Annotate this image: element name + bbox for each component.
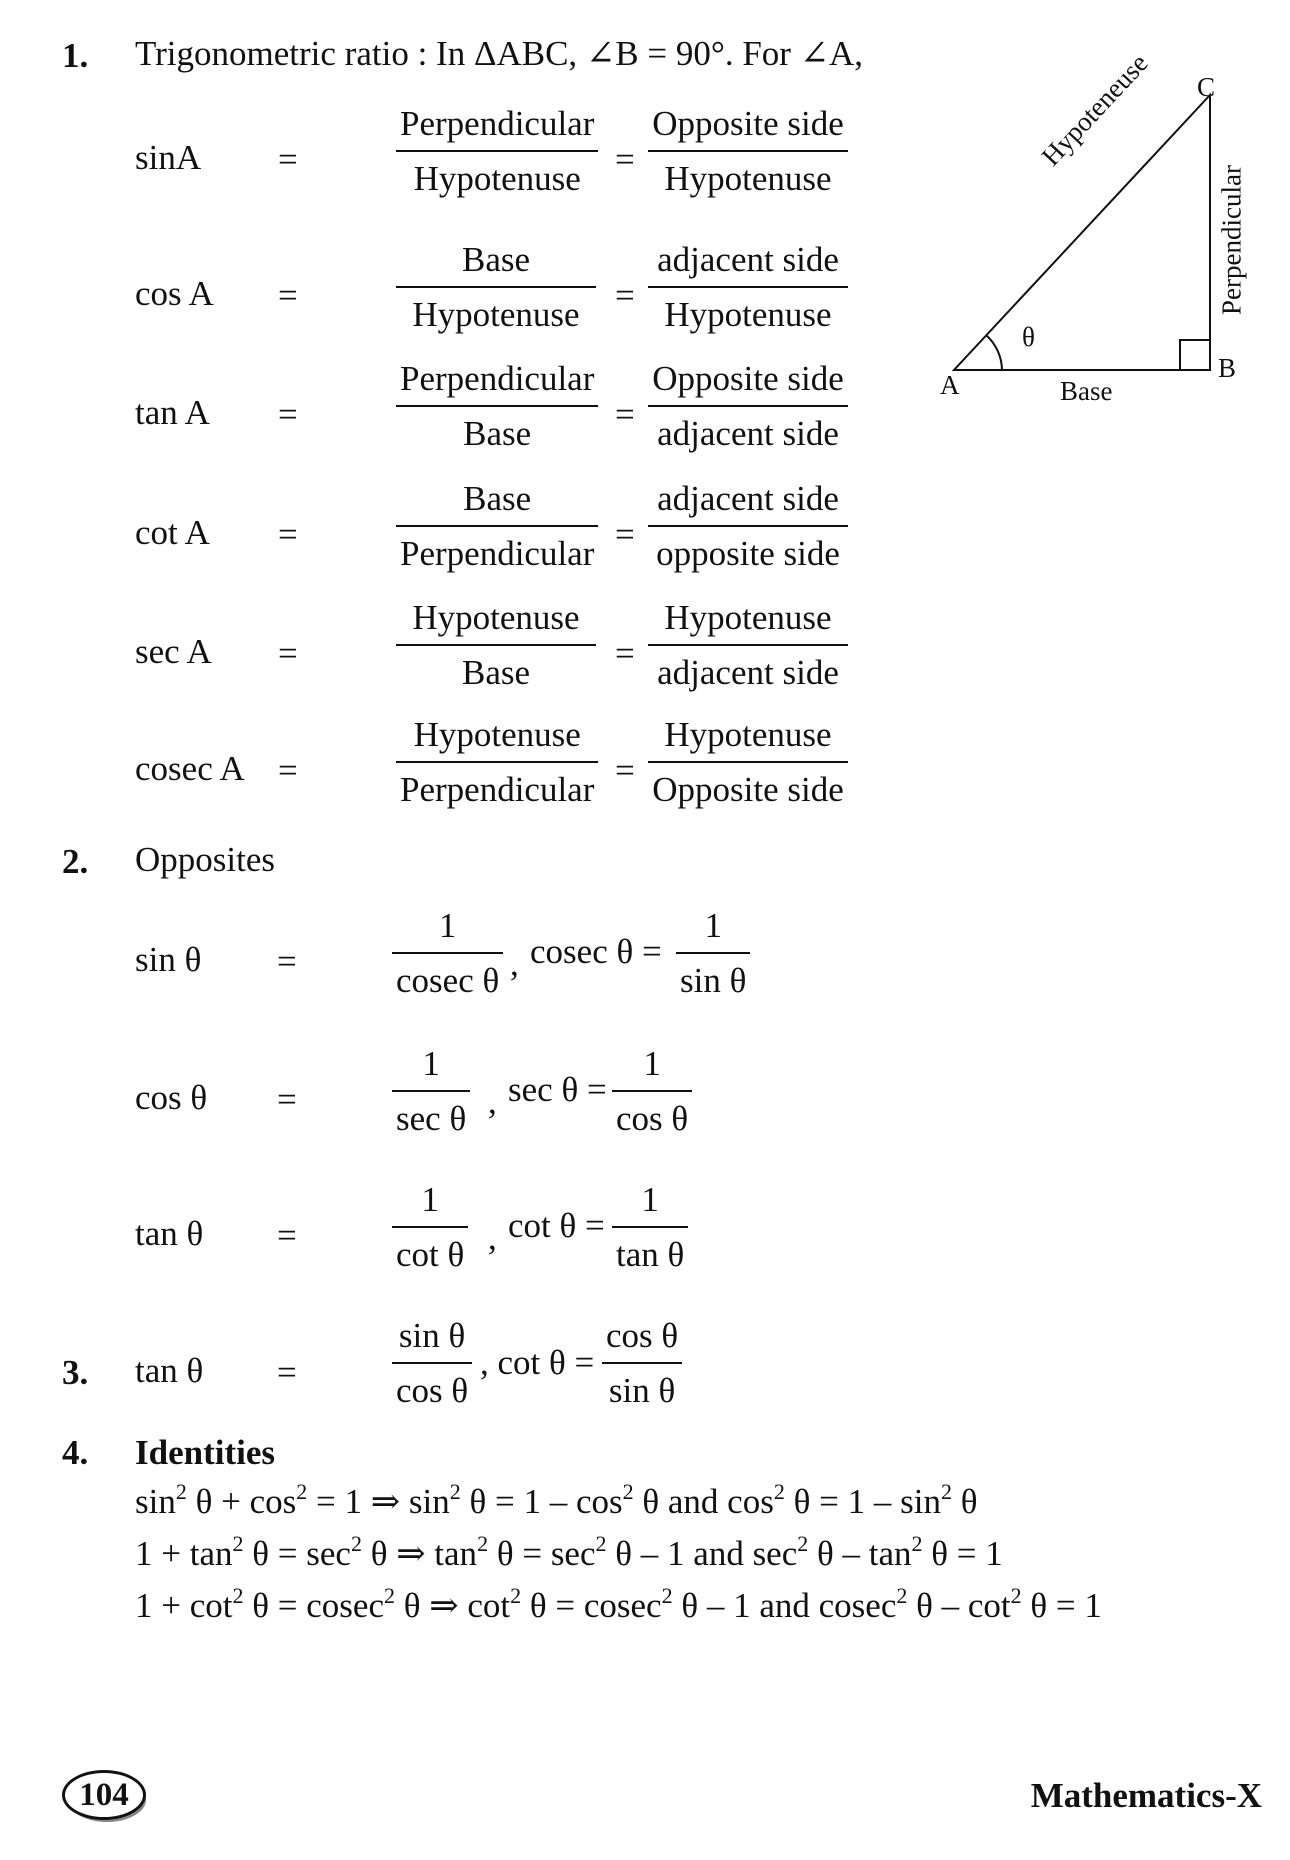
fraction-numerator: Base: [463, 479, 532, 518]
ratio-equals: =: [278, 634, 298, 673]
fraction-denominator: adjacent side: [657, 653, 839, 692]
section-3-number: 3.: [62, 1353, 89, 1392]
fraction-bar: [602, 1362, 682, 1364]
identity-text: θ and cos: [633, 1482, 774, 1521]
fraction-bar: [648, 150, 848, 152]
fraction-numerator: 1: [704, 906, 722, 945]
ratio-equals: =: [278, 395, 298, 434]
section-2-heading: Opposites: [135, 840, 275, 879]
ratio-label: tan A: [135, 393, 210, 432]
fraction-bar: [396, 761, 598, 763]
fraction-numerator: 1: [643, 1044, 661, 1083]
base-label: Base: [1060, 376, 1113, 406]
fraction-bar: [648, 761, 848, 763]
fraction-bar: [396, 150, 598, 152]
exponent: 2: [661, 1583, 673, 1608]
fraction-numerator: Perpendicular: [400, 359, 595, 398]
fraction-numerator: adjacent side: [657, 479, 839, 518]
exponent: 2: [940, 1479, 952, 1504]
ratio-equals-2: =: [615, 515, 635, 554]
fraction-numerator: Base: [461, 240, 531, 279]
ratio-equals: =: [278, 751, 298, 790]
vertex-b-label: B: [1218, 353, 1237, 383]
fraction-numerator: Opposite side: [652, 104, 844, 143]
exponent: 2: [175, 1479, 187, 1504]
section-3-middle: , cot θ =: [480, 1343, 595, 1382]
fraction-numerator: 1: [438, 906, 457, 945]
fraction-bar: [396, 286, 596, 288]
section-3-fraction-1: [392, 1318, 472, 1408]
ratio-equals: =: [278, 515, 298, 554]
fraction-bar: [648, 286, 848, 288]
exponent: 2: [622, 1479, 634, 1504]
exponent: 2: [595, 1531, 607, 1556]
ratio-fraction-1: [396, 717, 598, 807]
exponent: 2: [773, 1479, 785, 1504]
fraction-numerator: adjacent side: [657, 240, 839, 279]
fraction-denominator: Hypotenuse: [664, 159, 832, 198]
fraction-numerator: Hypotenuse: [664, 598, 832, 637]
section-3-label: tan θ: [135, 1351, 204, 1390]
ratio-fraction-2: [648, 106, 848, 196]
ratio-fraction-1: [396, 242, 596, 332]
opposite-equals: =: [277, 1216, 297, 1255]
fraction-bar: [612, 1226, 688, 1228]
ratio-label: cosec A: [135, 749, 245, 788]
ratio-equals: =: [278, 140, 298, 179]
identity-text: θ + cos: [186, 1482, 297, 1521]
fraction-bar: [392, 952, 503, 954]
exponent: 2: [510, 1583, 522, 1608]
vertex-a-label: A: [940, 370, 960, 400]
fraction-bar: [396, 405, 598, 407]
fraction-denominator: sin θ: [608, 1371, 676, 1410]
exponent: 2: [296, 1479, 308, 1504]
fraction-denominator: adjacent side: [657, 414, 839, 453]
fraction-denominator: sec θ: [396, 1099, 467, 1138]
fraction-denominator: cos θ: [616, 1099, 689, 1138]
identity-line-2: [135, 1531, 1003, 1573]
right-angle-mark: [1180, 340, 1210, 370]
opposite-label: sin θ: [135, 940, 202, 979]
opposite-comma: ,: [488, 1082, 497, 1121]
ratio-fraction-1: [396, 361, 598, 451]
hypotenuse-label: Hypoteneuse: [1035, 47, 1154, 172]
opposite-comma: ,: [510, 944, 519, 983]
identity-text: θ = cosec: [521, 1586, 662, 1625]
identity-text: = 1 ⇒ sin: [307, 1482, 450, 1521]
fraction-numerator: Opposite side: [652, 359, 844, 398]
ratio-equals-2: =: [615, 634, 635, 673]
fraction-denominator: Hypotenuse: [413, 159, 581, 198]
footer-title: Mathematics-X: [1030, 1776, 1262, 1815]
exponent: 2: [232, 1583, 244, 1608]
fraction-denominator: opposite side: [656, 534, 840, 573]
exponent: 2: [477, 1531, 489, 1556]
fraction-bar: [648, 644, 848, 646]
fraction-bar: [392, 1362, 472, 1364]
fraction-denominator: Base: [461, 653, 531, 692]
page-number-badge: [62, 1770, 146, 1818]
fraction-numerator: Hypotenuse: [664, 715, 832, 754]
exponent: 2: [896, 1583, 908, 1608]
identity-text: θ = cosec: [243, 1586, 384, 1625]
opposite-fraction-2: [612, 1182, 688, 1272]
opposite-fraction-1: [392, 1182, 468, 1272]
identity-text: θ – cot: [907, 1586, 1011, 1625]
exponent: 2: [232, 1531, 244, 1556]
section-1-heading: Trigonometric ratio : In ΔABC, ∠B = 90°. For ∠A,: [135, 34, 864, 73]
identity-text: θ ⇒ tan: [361, 1534, 478, 1573]
fraction-bar: [648, 525, 848, 527]
ratio-label: sec A: [135, 632, 212, 671]
exponent: 2: [350, 1531, 362, 1556]
fraction-numerator: Hypotenuse: [412, 598, 580, 637]
ratio-equals-2: =: [615, 395, 635, 434]
opposite-middle: cosec θ =: [530, 932, 662, 971]
identity-text: θ – tan: [808, 1534, 912, 1573]
fraction-bar: [648, 405, 848, 407]
ratio-label: sinA: [135, 138, 202, 177]
fraction-numerator: 1: [421, 1180, 439, 1219]
identity-line-3: [135, 1583, 1102, 1625]
exponent: 2: [383, 1583, 395, 1608]
section-4-number: 4.: [62, 1433, 89, 1472]
angle-arc: [986, 335, 1002, 370]
fraction-numerator: sin θ: [398, 1316, 466, 1355]
identity-text: θ = 1 – cos: [460, 1482, 623, 1521]
fraction-numerator: 1: [422, 1044, 440, 1083]
fraction-bar: [676, 952, 750, 954]
ratio-equals-2: =: [615, 751, 635, 790]
ratio-fraction-2: [648, 481, 848, 571]
ratio-fraction-1: [396, 481, 598, 571]
opposite-fraction-2: [676, 908, 750, 998]
perpendicular-label: Perpendicular: [1216, 165, 1247, 315]
fraction-numerator: Hypotenuse: [413, 715, 581, 754]
identity-text: θ – 1 and cosec: [672, 1586, 897, 1625]
fraction-denominator: Base: [463, 414, 532, 453]
identity-text: 1 + cot: [135, 1586, 233, 1625]
fraction-denominator: cos θ: [396, 1371, 469, 1410]
identity-text: θ ⇒ cot: [394, 1586, 511, 1625]
angle-theta-label: θ: [1022, 322, 1035, 352]
fraction-bar: [392, 1090, 470, 1092]
opposite-comma: ,: [488, 1218, 497, 1257]
section-4-heading: Identities: [135, 1433, 275, 1472]
opposite-equals: =: [277, 942, 297, 981]
exponent: 2: [911, 1531, 923, 1556]
ratio-fraction-1: [396, 600, 596, 690]
opposite-label: cos θ: [135, 1078, 208, 1117]
ratio-fraction-1: [396, 106, 598, 196]
identity-text: 1 + tan: [135, 1534, 233, 1573]
page-number: 104: [62, 1770, 146, 1820]
fraction-denominator: sin θ: [680, 961, 747, 1000]
identity-line-1: [135, 1479, 978, 1521]
identity-text: θ = 1: [922, 1534, 1003, 1573]
opposite-label: tan θ: [135, 1214, 204, 1253]
fraction-denominator: cosec θ: [396, 961, 500, 1000]
vertex-c-label: C: [1197, 72, 1216, 102]
fraction-numerator: Perpendicular: [400, 104, 595, 143]
fraction-numerator: cos θ: [606, 1316, 679, 1355]
fraction-numerator: 1: [641, 1180, 659, 1219]
identity-text: θ = sec: [488, 1534, 596, 1573]
fraction-bar: [392, 1226, 468, 1228]
fraction-bar: [612, 1090, 692, 1092]
fraction-denominator: Opposite side: [652, 770, 844, 809]
fraction-denominator: cot θ: [396, 1235, 465, 1274]
opposite-fraction-2: [612, 1046, 692, 1136]
exponent: 2: [1010, 1583, 1022, 1608]
opposite-middle: sec θ =: [508, 1070, 607, 1109]
identity-text: θ = sec: [243, 1534, 351, 1573]
ratio-fraction-2: [648, 600, 848, 690]
section-3-fraction-2: [602, 1318, 682, 1408]
identity-text: θ = 1 – sin: [784, 1482, 941, 1521]
opposite-fraction-1: [392, 1046, 470, 1136]
ratio-fraction-2: [648, 361, 848, 451]
ratio-equals: =: [278, 276, 298, 315]
ratio-equals-2: =: [615, 276, 635, 315]
identity-text: sin: [135, 1482, 176, 1521]
ratio-fraction-2: [648, 242, 848, 332]
opposite-equals: =: [277, 1080, 297, 1119]
fraction-denominator: Hypotenuse: [412, 295, 580, 334]
ratio-label: cos A: [135, 274, 214, 313]
exponent: 2: [797, 1531, 809, 1556]
identity-text: θ = 1: [1021, 1586, 1102, 1625]
identity-text: θ – 1 and sec: [606, 1534, 798, 1573]
section-3-equals: =: [277, 1353, 297, 1392]
fraction-bar: [396, 644, 596, 646]
ratio-fraction-2: [648, 717, 848, 807]
section-1-number: 1.: [62, 36, 89, 75]
identity-text: θ: [951, 1482, 978, 1521]
section-2-number: 2.: [62, 842, 89, 881]
fraction-denominator: Perpendicular: [400, 770, 595, 809]
fraction-denominator: Perpendicular: [400, 534, 595, 573]
ratio-equals-2: =: [615, 140, 635, 179]
fraction-denominator: Hypotenuse: [664, 295, 832, 334]
ratio-label: cot A: [135, 513, 210, 552]
opposite-fraction-1: [392, 908, 503, 998]
fraction-bar: [396, 525, 598, 527]
fraction-denominator: tan θ: [616, 1235, 685, 1274]
opposite-middle: cot θ =: [508, 1206, 605, 1245]
exponent: 2: [449, 1479, 461, 1504]
